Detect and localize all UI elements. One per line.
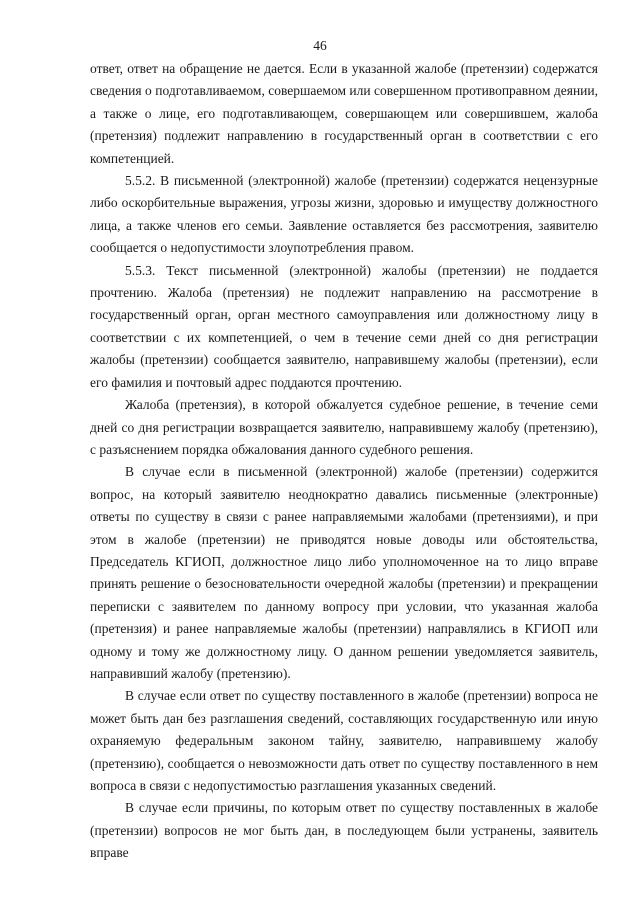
paragraph-court-decision: Жалоба (претензия), в которой обжалуется судебное решение, в течение семи дней со дня регистрации возвращается заявителю, направившему жалобу (претензию), с разъяснением порядка обжалования данного судебного решения.	[90, 397, 598, 457]
paragraph-reasons-eliminated: В случае если причины, по которым ответ по существу поставленных в жалобе (претензии) вопросов не мог быть дан, в последующем были устранены, заявитель вправе	[90, 800, 598, 861]
paragraph-repeated-question: В случае если в письменной (электронной) жалобе (претензии) содержится вопрос, на который заявителю неоднократно давались письменные (электронные) ответы по существу в связи с ранее направляемыми жалобами (претензиями), и при этом в жалобе (претензии) не приводятся новые доводы или обстоятельства, Председатель КГИОП, должностное лицо либо уполномоченное на то лицо вправе принять решение о безосновательности очередной жалобы (претензии) и прекращении переписки с заявителем по данному вопросу при условии, что указанная жалоба (претензия) и ранее направляемые жалобы (претензии) направлялись в КГИОП или одному и тому же должностному лицу. О данном решении уведомляется заявитель, направивший жалобу (претензию).	[90, 464, 598, 681]
page-number: 46	[313, 38, 327, 53]
paragraph-state-secret: В случае если ответ по существу поставленного в жалобе (претензии) вопроса не может быть дан без разглашения сведений, составляющих государственную или иную охраняемую федеральным законом тайну, заявителю, направившему жалобу (претензию), сообщается о невозможности дать ответ по существу поставленного в нем вопроса в связи с недопустимостью разглашения указанных сведений.	[90, 688, 598, 793]
paragraph-continuation: ответ, ответ на обращение не дается. Если в указанной жалобе (претензии) содержатся сведения о подготавливаемом, совершаемом или совершенном противоправном деянии, а также о лице, его подготавливающем, совершающем или совершившем, жалоба (претензия) подлежит направлению в государственный орган в соответствии с его компетенцией.	[90, 61, 598, 166]
paragraph-5-5-2: 5.5.2. В письменной (электронной) жалобе (претензии) содержатся нецензурные либо оскорбительные выражения, угрозы жизни, здоровью и имуществу должностного лица, а также членов его семьи. Заявление оставляется без рассмотрения, заявителю сообщается о недопустимости злоупотребления правом.	[90, 173, 598, 256]
paragraph-5-5-3: 5.5.3. Текст письменной (электронной) жалобы (претензии) не поддается прочтению. Жалоба (претензия) не подлежит направлению на рассмотрение в государственный орган, орган местного самоуправления или должностному лицу в соответствии с их компетенцией, о чем в течение семи дней со дня регистрации жалобы (претензии) сообщается заявителю, направившему жалобы (претензии), если его фамилия и почтовый адрес поддаются прочтению.	[90, 262, 598, 390]
document-body	[90, 58, 598, 865]
